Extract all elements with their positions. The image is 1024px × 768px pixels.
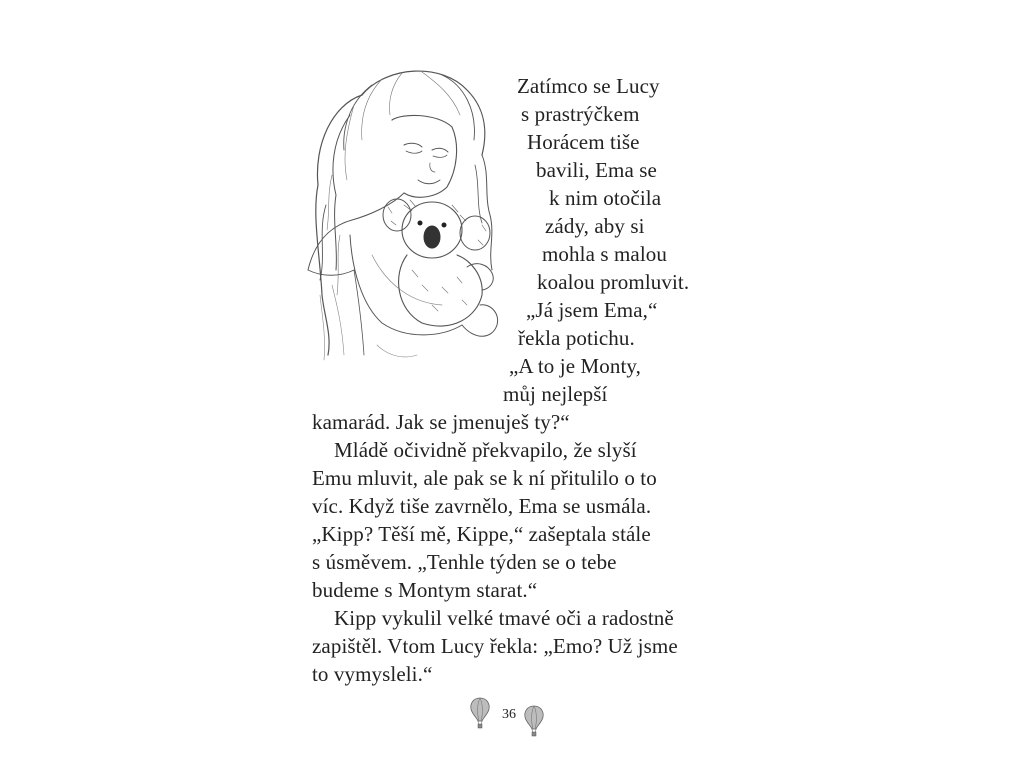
text-line: bavili, Ema se xyxy=(536,158,657,182)
text-line: „A to je Monty, xyxy=(509,354,641,378)
text-line: „Já jsem Ema,“ xyxy=(526,298,658,322)
text-line: „Kipp? Těší mě, Kippe,“ zašeptala stále xyxy=(312,522,651,546)
page-footer xyxy=(465,700,555,734)
text-line: řekla potichu. xyxy=(518,326,635,350)
text-line: Kipp vykulil velké tmavé oči a radostně xyxy=(334,606,674,630)
hot-air-balloon-icon xyxy=(523,704,545,738)
text-line: s prastrýčkem xyxy=(521,102,640,126)
text-line: mohla s malou xyxy=(542,242,667,266)
text-line: to vymysleli.“ xyxy=(312,662,433,686)
page-number: 36 xyxy=(502,707,516,722)
text-line: s úsměvem. „Tenhle týden se o tebe xyxy=(312,550,617,574)
text-line: víc. Když tiše zavrnělo, Ema se usmála. xyxy=(312,494,652,518)
text-line: Mládě očividně překvapilo, že slyší xyxy=(334,438,637,462)
text-line: Emu mluvit, ale pak se k ní přitulilo o to xyxy=(312,466,657,490)
girl-hugging-koala-illustration xyxy=(292,55,522,385)
text-line: kamarád. Jak se jmenuješ ty?“ xyxy=(312,410,570,434)
text-line: můj nejlepší xyxy=(503,382,608,406)
text-line: Zatímco se Lucy xyxy=(517,74,660,98)
hot-air-balloon-icon xyxy=(469,696,491,730)
text-line: Horácem tiše xyxy=(527,130,640,154)
text-line: zapištěl. Vtom Lucy řekla: „Emo? Už jsme xyxy=(312,634,678,658)
text-line: budeme s Montym starat.“ xyxy=(312,578,538,602)
text-line: zády, aby si xyxy=(545,214,645,238)
text-line: koalou promluvit. xyxy=(537,270,690,294)
text-line: k nim otočila xyxy=(549,186,662,210)
